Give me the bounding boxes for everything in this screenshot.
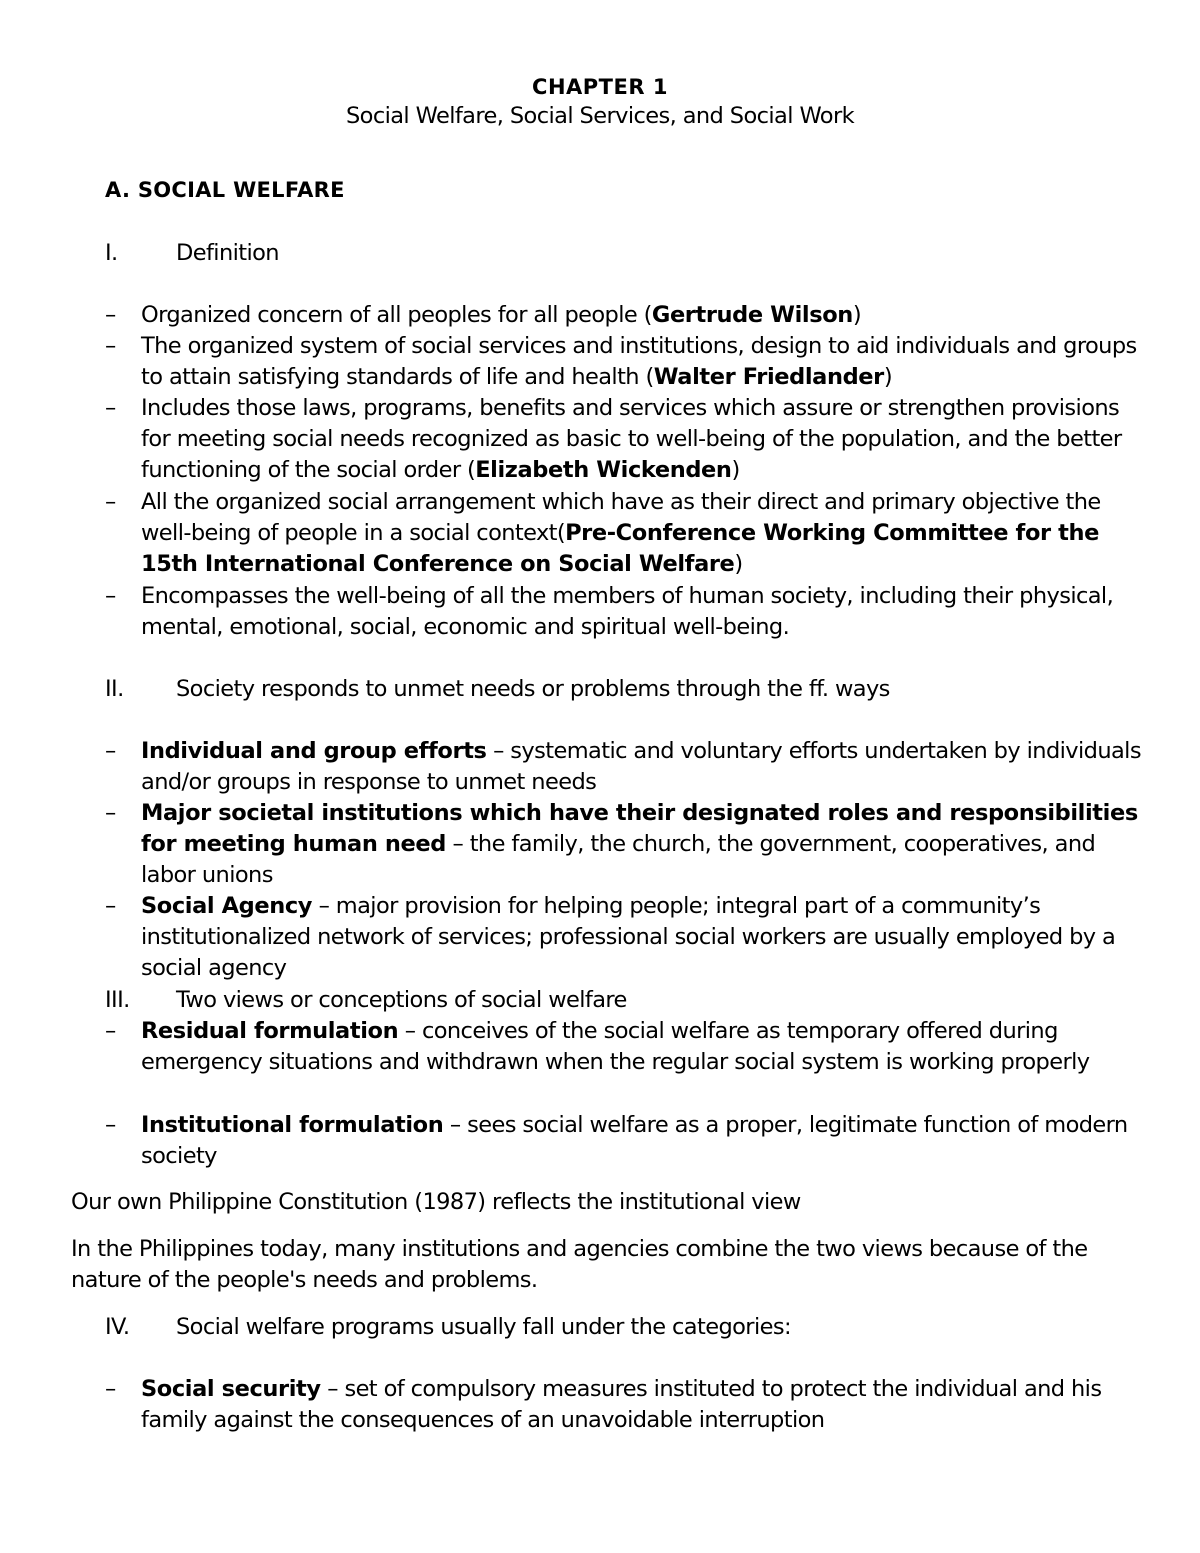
section-heading: A. SOCIAL WELFARE [105, 178, 345, 202]
dash-glyph: – [105, 1018, 116, 1044]
response-item: Major societal institutions which have their designated roles and responsibilities for meeting human need – the family, the church, the government, cooperatives, and labor unions [141, 800, 1138, 888]
dash-glyph: – [105, 489, 116, 515]
chapter-title: CHAPTER 1 [532, 75, 668, 99]
part-3-title: Two views or conceptions of social welfare [176, 987, 627, 1013]
part-4-title: Social welfare programs usually fall under the categories: [176, 1314, 791, 1340]
response-item: Social Agency – major provision for helping people; integral part of a community’s institutionalized network of services; professional social workers are usually employed by a social agency [141, 893, 1116, 981]
definition-item: Organized concern of all peoples for all people (Gertrude Wilson) [141, 302, 862, 328]
dash-glyph: – [105, 302, 116, 328]
definition-item: Encompasses the well-being of all the members of human society, including their physical, mental, emotional, social, economic and spiritual well-being. [141, 583, 1114, 640]
part-1-numeral: I. [105, 240, 118, 266]
part-4-numeral: IV. [105, 1314, 130, 1340]
part-3-numeral: III. [105, 987, 130, 1013]
dash-glyph: – [105, 738, 116, 764]
dash-glyph: – [105, 583, 116, 609]
view-item: Residual formulation – conceives of the social welfare as temporary offered during emergency situations and withdrawn when the regular social system is working properly [141, 1018, 1090, 1075]
dash-glyph: – [105, 1112, 116, 1138]
chapter-subtitle: Social Welfare, Social Services, and Social Work [345, 103, 855, 129]
dash-glyph: – [105, 893, 116, 919]
dash-glyph: – [105, 395, 116, 421]
part-2-title: Society responds to unmet needs or problems through the ff. ways [176, 676, 890, 702]
body-paragraph: In the Philippines today, many institutions and agencies combine the two views because of the nature of the people's needs and problems. [71, 1236, 1088, 1293]
dash-glyph: – [105, 333, 116, 359]
response-item: Individual and group efforts – systematic and voluntary efforts undertaken by individuals and/or groups in response to unmet needs [141, 738, 1141, 795]
definition-item: The organized system of social services and institutions, design to aid individuals and groups to attain satisfying standards of life and health (Walter Friedlander) [141, 333, 1137, 390]
definition-item: Includes those laws, programs, benefits and services which assure or strengthen provisions for meeting social needs recognized as basic to well-being of the population, and the better functioning of the social order (Elizabeth Wickenden) [141, 395, 1122, 483]
body-paragraph: Our own Philippine Constitution (1987) reflects the institutional view [71, 1189, 801, 1215]
dash-glyph: – [105, 800, 116, 826]
view-item: Institutional formulation – sees social welfare as a proper, legitimate function of modern society [141, 1112, 1128, 1169]
definition-item: All the organized social arrangement which have as their direct and primary objective the well-being of people in a social context(Pre-Conference Working Committee for the 15th International Conference on Social Welfare) [141, 489, 1101, 577]
part-2-numeral: II. [105, 676, 124, 702]
part-1-title: Definition [176, 240, 279, 266]
program-item: Social security – set of compulsory measures instituted to protect the individual and his family against the consequences of an unavoidable interruption [141, 1376, 1102, 1433]
dash-glyph: – [105, 1376, 116, 1402]
